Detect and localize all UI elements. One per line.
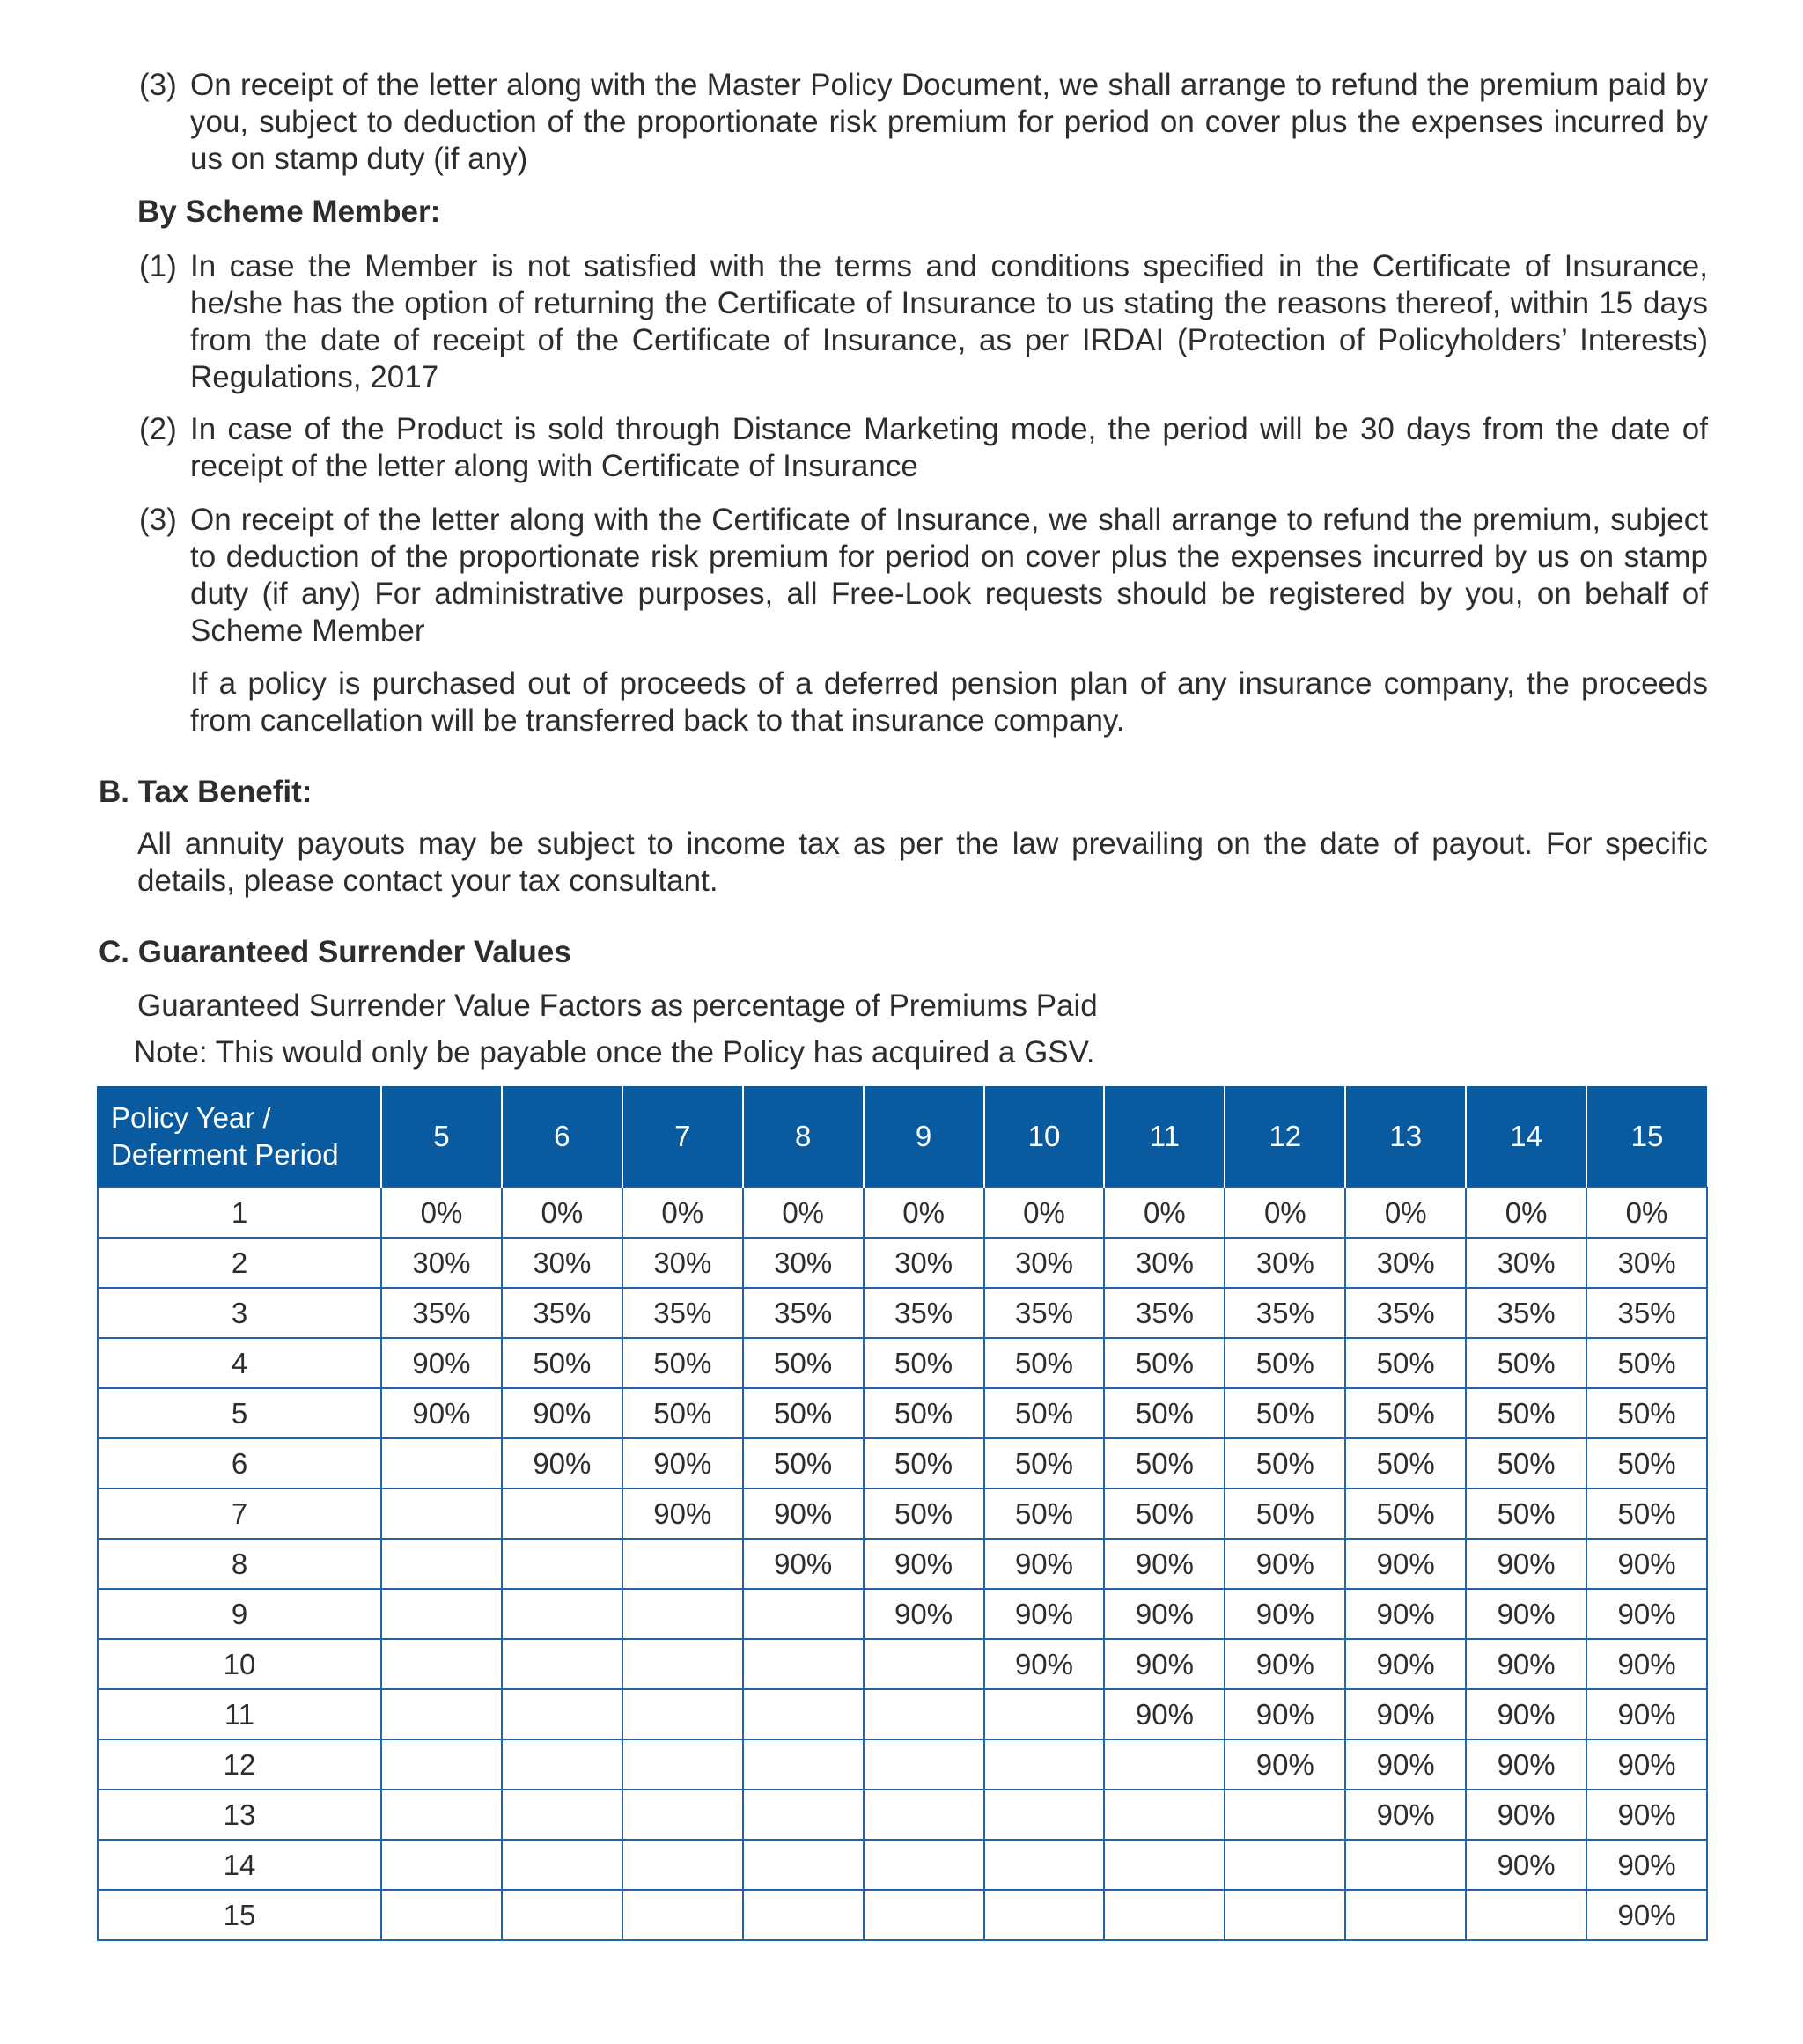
scheme-member-heading: By Scheme Member:: [137, 195, 441, 229]
gsv-factor-cell: 50%: [1586, 1489, 1707, 1539]
gsv-factor-cell: [864, 1689, 984, 1739]
gsv-factor-cell: 90%: [1345, 1589, 1466, 1639]
gsv-factor-cell: 50%: [622, 1338, 743, 1388]
gsv-factor-cell: 35%: [381, 1288, 502, 1338]
gsv-heading: C. Guaranteed Surrender Values: [99, 935, 571, 969]
gsv-factor-cell: 0%: [864, 1187, 984, 1238]
gsv-factor-cell: 35%: [864, 1288, 984, 1338]
gsv-factor-cell: 50%: [984, 1489, 1105, 1539]
table-row: [98, 1187, 1707, 1238]
table-row: [98, 1739, 1707, 1790]
gsv-factor-cell: [622, 1790, 743, 1840]
header-label-line-1: Policy Year /: [111, 1101, 271, 1134]
gsv-factor-cell: 90%: [1466, 1790, 1586, 1840]
deferment-column-header: 14: [1466, 1086, 1586, 1187]
gsv-factor-cell: 30%: [743, 1238, 864, 1288]
gsv-factor-cell: [743, 1739, 864, 1790]
gsv-factor-cell: [502, 1840, 622, 1890]
deferment-column-header: 5: [381, 1086, 502, 1187]
gsv-factor-cell: [381, 1489, 502, 1539]
tax-benefit-heading: B. Tax Benefit:: [99, 775, 313, 809]
gsv-factor-cell: 50%: [1225, 1388, 1345, 1438]
gsv-factor-cell: 90%: [502, 1438, 622, 1489]
gsv-factor-cell: [743, 1589, 864, 1639]
gsv-factor-cell: [1225, 1840, 1345, 1890]
gsv-factor-cell: 90%: [1225, 1639, 1345, 1689]
scheme-member-item-2: [139, 411, 1708, 485]
gsv-factor-cell: 90%: [1104, 1539, 1225, 1589]
gsv-factor-cell: 50%: [622, 1388, 743, 1438]
gsv-table: [97, 1086, 1708, 1941]
policy-year-cell: 14: [98, 1840, 381, 1890]
gsv-factor-cell: 90%: [622, 1489, 743, 1539]
gsv-factor-cell: [743, 1840, 864, 1890]
gsv-factor-cell: 30%: [381, 1238, 502, 1288]
gsv-factor-cell: 50%: [743, 1438, 864, 1489]
gsv-factor-cell: 50%: [864, 1388, 984, 1438]
gsv-factor-cell: 90%: [743, 1539, 864, 1589]
gsv-factor-cell: 0%: [984, 1187, 1105, 1238]
gsv-factor-cell: 90%: [1466, 1539, 1586, 1589]
policy-year-cell: 3: [98, 1288, 381, 1338]
gsv-factor-cell: 50%: [1104, 1388, 1225, 1438]
policy-year-cell: 6: [98, 1438, 381, 1489]
policy-year-cell: 1: [98, 1187, 381, 1238]
gsv-factor-cell: [984, 1790, 1105, 1840]
gsv-factor-cell: [1104, 1840, 1225, 1890]
table-row: [98, 1890, 1707, 1940]
gsv-factor-cell: 90%: [1104, 1589, 1225, 1639]
table-header-row: [98, 1086, 1707, 1187]
gsv-factor-cell: 30%: [984, 1238, 1105, 1288]
gsv-factor-cell: 50%: [1345, 1388, 1466, 1438]
gsv-factor-cell: [622, 1890, 743, 1940]
gsv-factor-cell: 50%: [1466, 1388, 1586, 1438]
gsv-factor-cell: 30%: [502, 1238, 622, 1288]
gsv-factor-cell: [864, 1890, 984, 1940]
gsv-factor-cell: 90%: [1466, 1589, 1586, 1639]
policy-year-header: [98, 1086, 381, 1187]
gsv-factor-cell: 50%: [1345, 1438, 1466, 1489]
policy-year-cell: 5: [98, 1388, 381, 1438]
gsv-factor-cell: 90%: [1466, 1689, 1586, 1739]
gsv-factor-cell: 50%: [1466, 1338, 1586, 1388]
gsv-factor-cell: 30%: [1586, 1238, 1707, 1288]
gsv-factor-cell: 90%: [1345, 1739, 1466, 1790]
scheme-member-item-3: [139, 502, 1708, 650]
gsv-factor-cell: [381, 1790, 502, 1840]
gsv-factor-cell: [1225, 1790, 1345, 1840]
gsv-factor-cell: 90%: [984, 1539, 1105, 1589]
policy-year-cell: 12: [98, 1739, 381, 1790]
policy-year-cell: 10: [98, 1639, 381, 1689]
deferment-column-header: 8: [743, 1086, 864, 1187]
table-row: [98, 1338, 1707, 1388]
gsv-factor-cell: 90%: [502, 1388, 622, 1438]
gsv-factor-cell: 90%: [984, 1639, 1105, 1689]
gsv-factor-cell: 90%: [1586, 1689, 1707, 1739]
gsv-factor-cell: 50%: [1104, 1489, 1225, 1539]
header-label-line-2: Deferment Period: [111, 1138, 339, 1171]
gsv-factor-cell: 50%: [1104, 1438, 1225, 1489]
gsv-factor-cell: [984, 1689, 1105, 1739]
deferment-column-header: 6: [502, 1086, 622, 1187]
gsv-factor-cell: 90%: [1586, 1589, 1707, 1639]
gsv-factor-cell: 50%: [743, 1388, 864, 1438]
gsv-factor-cell: [381, 1539, 502, 1589]
gsv-factor-cell: [743, 1890, 864, 1940]
gsv-factor-cell: 35%: [502, 1288, 622, 1338]
policy-year-cell: 8: [98, 1539, 381, 1589]
gsv-factor-cell: 90%: [1586, 1790, 1707, 1840]
gsv-factor-cell: [381, 1639, 502, 1689]
gsv-factor-cell: [984, 1890, 1105, 1940]
item-number: (3): [139, 68, 177, 102]
policy-year-cell: 15: [98, 1890, 381, 1940]
gsv-factor-cell: [743, 1639, 864, 1689]
table-row: [98, 1589, 1707, 1639]
gsv-factor-cell: 50%: [984, 1438, 1105, 1489]
gsv-factor-cell: 90%: [1466, 1840, 1586, 1890]
free-look-company-item-3: [139, 67, 1708, 178]
gsv-factor-cell: 0%: [1586, 1187, 1707, 1238]
gsv-factor-cell: 90%: [1225, 1689, 1345, 1739]
gsv-factor-cell: 35%: [1466, 1288, 1586, 1338]
gsv-factor-cell: 35%: [1345, 1288, 1466, 1338]
gsv-factor-cell: 50%: [1225, 1338, 1345, 1388]
table-row: [98, 1388, 1707, 1438]
gsv-factor-cell: [1104, 1739, 1225, 1790]
gsv-factor-cell: 50%: [1466, 1489, 1586, 1539]
gsv-factor-cell: 0%: [743, 1187, 864, 1238]
deferment-column-header: 15: [1586, 1086, 1707, 1187]
gsv-factor-cell: 50%: [1225, 1438, 1345, 1489]
gsv-factor-cell: [622, 1589, 743, 1639]
gsv-factor-cell: [381, 1890, 502, 1940]
gsv-factor-cell: 35%: [743, 1288, 864, 1338]
gsv-factor-cell: [502, 1639, 622, 1689]
gsv-factor-cell: [502, 1689, 622, 1739]
gsv-factor-cell: [864, 1639, 984, 1689]
gsv-factor-cell: [864, 1739, 984, 1790]
gsv-factor-cell: [381, 1589, 502, 1639]
gsv-subtitle: Guaranteed Surrender Value Factors as percentage of Premiums Paid: [137, 989, 1098, 1023]
gsv-factor-cell: 50%: [984, 1388, 1105, 1438]
gsv-factor-cell: 0%: [1466, 1187, 1586, 1238]
item-text: On receipt of the letter along with the Certificate of Insurance, we shall arrange to refund the premium, subject to deduction of the proportionate risk premium for period on cover plus the expenses incurred by us on stamp duty (if any) For administrative purposes, all Free-Look requests should be registered by you, on behalf of Scheme Member: [190, 503, 1708, 648]
gsv-factor-cell: 90%: [622, 1438, 743, 1489]
gsv-factor-cell: [622, 1639, 743, 1689]
deferment-column-header: 11: [1104, 1086, 1225, 1187]
table-row: [98, 1689, 1707, 1739]
gsv-factor-cell: 35%: [1586, 1288, 1707, 1338]
gsv-factor-cell: 90%: [1104, 1689, 1225, 1739]
policy-year-cell: 9: [98, 1589, 381, 1639]
gsv-factor-cell: [502, 1489, 622, 1539]
table-row: [98, 1539, 1707, 1589]
item-text: In case of the Product is sold through Distance Marketing mode, the period will be 30 days from the date of receipt of the letter along with Certificate of Insurance: [190, 412, 1708, 483]
gsv-factor-cell: [381, 1438, 502, 1489]
gsv-factor-cell: [743, 1689, 864, 1739]
item-number: (3): [139, 503, 177, 537]
gsv-factor-cell: [1104, 1890, 1225, 1940]
gsv-factor-cell: 0%: [1104, 1187, 1225, 1238]
gsv-factor-cell: 90%: [1225, 1739, 1345, 1790]
gsv-factor-cell: 50%: [1586, 1388, 1707, 1438]
gsv-factor-cell: 0%: [1345, 1187, 1466, 1238]
gsv-factor-cell: 90%: [1586, 1739, 1707, 1790]
gsv-factor-cell: 50%: [1586, 1338, 1707, 1388]
tax-benefit-text: All annuity payouts may be subject to income tax as per the law prevailing on the date of payout. For specific details, please contact your tax consultant.: [137, 827, 1708, 898]
table-row: [98, 1438, 1707, 1489]
gsv-factor-cell: 50%: [864, 1338, 984, 1388]
gsv-factor-cell: 35%: [984, 1288, 1105, 1338]
item-number: (1): [139, 249, 177, 283]
gsv-factor-cell: [1345, 1890, 1466, 1940]
gsv-factor-cell: 90%: [1345, 1790, 1466, 1840]
policy-year-cell: 7: [98, 1489, 381, 1539]
table-row: [98, 1238, 1707, 1288]
gsv-factor-cell: 30%: [864, 1238, 984, 1288]
gsv-factor-cell: 35%: [622, 1288, 743, 1338]
gsv-factor-cell: [622, 1539, 743, 1589]
item-text: On receipt of the letter along with the Master Policy Document, we shall arrange to refund the premium paid by you, subject to deduction of the proportionate risk premium for period on cover plus the expenses incurred by us on stamp duty (if any): [190, 68, 1708, 176]
gsv-factor-cell: 30%: [1345, 1238, 1466, 1288]
gsv-factor-cell: 90%: [1466, 1639, 1586, 1689]
gsv-note: Note: This would only be payable once the Policy has acquired a GSV.: [134, 1035, 1095, 1070]
gsv-factor-cell: [502, 1589, 622, 1639]
gsv-factor-cell: [864, 1790, 984, 1840]
gsv-factor-cell: 30%: [1104, 1238, 1225, 1288]
gsv-factor-cell: 30%: [1225, 1238, 1345, 1288]
gsv-factor-cell: [1345, 1840, 1466, 1890]
gsv-factor-cell: [864, 1840, 984, 1890]
deferment-column-header: 13: [1345, 1086, 1466, 1187]
gsv-factor-cell: [622, 1689, 743, 1739]
gsv-factor-cell: 50%: [864, 1489, 984, 1539]
gsv-factor-cell: 50%: [1104, 1338, 1225, 1388]
policy-year-cell: 13: [98, 1790, 381, 1840]
gsv-factor-cell: [381, 1689, 502, 1739]
gsv-factor-cell: 0%: [622, 1187, 743, 1238]
gsv-factor-cell: 90%: [1225, 1539, 1345, 1589]
gsv-factor-cell: [1225, 1890, 1345, 1940]
policy-year-cell: 4: [98, 1338, 381, 1388]
gsv-factor-cell: [743, 1790, 864, 1840]
gsv-factor-cell: 90%: [1104, 1639, 1225, 1689]
gsv-factor-cell: [502, 1890, 622, 1940]
gsv-factor-cell: 50%: [1345, 1489, 1466, 1539]
gsv-factor-cell: [502, 1539, 622, 1589]
gsv-factor-cell: 30%: [622, 1238, 743, 1288]
gsv-factor-cell: 0%: [502, 1187, 622, 1238]
gsv-factor-cell: [381, 1840, 502, 1890]
gsv-table-body: [98, 1187, 1707, 1940]
gsv-factor-cell: 50%: [1586, 1438, 1707, 1489]
gsv-factor-cell: 90%: [1345, 1689, 1466, 1739]
gsv-factor-cell: [984, 1739, 1105, 1790]
gsv-factor-cell: 90%: [381, 1388, 502, 1438]
gsv-factor-cell: 90%: [1586, 1840, 1707, 1890]
item-number: (2): [139, 412, 177, 446]
gsv-factor-cell: [622, 1739, 743, 1790]
gsv-factor-cell: 50%: [984, 1338, 1105, 1388]
gsv-factor-cell: 30%: [1466, 1238, 1586, 1288]
gsv-factor-cell: [622, 1840, 743, 1890]
gsv-factor-cell: 90%: [1586, 1639, 1707, 1689]
gsv-factor-cell: 90%: [1466, 1739, 1586, 1790]
gsv-factor-cell: 90%: [864, 1589, 984, 1639]
gsv-factor-cell: 50%: [1345, 1338, 1466, 1388]
table-row: [98, 1790, 1707, 1840]
gsv-factor-cell: 50%: [743, 1338, 864, 1388]
gsv-factor-cell: [502, 1790, 622, 1840]
gsv-factor-cell: 0%: [1225, 1187, 1345, 1238]
gsv-factor-cell: 50%: [1466, 1438, 1586, 1489]
gsv-factor-cell: 90%: [381, 1338, 502, 1388]
gsv-factor-cell: [1104, 1790, 1225, 1840]
gsv-factor-cell: 50%: [1225, 1489, 1345, 1539]
gsv-factor-cell: 35%: [1225, 1288, 1345, 1338]
gsv-factor-cell: 90%: [1345, 1639, 1466, 1689]
gsv-factor-cell: [984, 1840, 1105, 1890]
gsv-factor-cell: 90%: [1345, 1539, 1466, 1589]
table-row: [98, 1489, 1707, 1539]
gsv-factor-cell: [381, 1739, 502, 1790]
gsv-factor-cell: 90%: [984, 1589, 1105, 1639]
gsv-factor-cell: 50%: [502, 1338, 622, 1388]
gsv-factor-cell: 90%: [1586, 1890, 1707, 1940]
gsv-factor-cell: 90%: [1225, 1589, 1345, 1639]
gsv-factor-cell: 35%: [1104, 1288, 1225, 1338]
item-text: In case the Member is not satisfied with the terms and conditions specified in the Certificate of Insurance, he/she has the option of returning the Certificate of Insurance to us stating the reasons thereof, within 15 days from the date of receipt of the Certificate of Insurance, as per IRDAI (Protection of Policyholders’ Interests) Regulations, 2017: [190, 249, 1708, 394]
gsv-factor-cell: 90%: [864, 1539, 984, 1589]
deferment-column-header: 10: [984, 1086, 1105, 1187]
gsv-factor-cell: 50%: [864, 1438, 984, 1489]
gsv-factor-cell: 0%: [381, 1187, 502, 1238]
deferment-column-header: 7: [622, 1086, 743, 1187]
policy-year-cell: 11: [98, 1689, 381, 1739]
table-row: [98, 1639, 1707, 1689]
gsv-factor-cell: 90%: [1586, 1539, 1707, 1589]
policy-year-cell: 2: [98, 1238, 381, 1288]
table-row: [98, 1840, 1707, 1890]
scheme-member-item-1: [139, 248, 1708, 396]
table-row: [98, 1288, 1707, 1338]
deferment-column-header: 9: [864, 1086, 984, 1187]
gsv-factor-cell: 90%: [743, 1489, 864, 1539]
gsv-factor-cell: [1466, 1890, 1586, 1940]
gsv-factor-cell: [502, 1739, 622, 1790]
pension-note: If a policy is purchased out of proceeds of a deferred pension plan of any insurance company, the proceeds from cancellation will be transferred back to that insurance company.: [190, 666, 1708, 738]
deferment-column-header: 12: [1225, 1086, 1345, 1187]
